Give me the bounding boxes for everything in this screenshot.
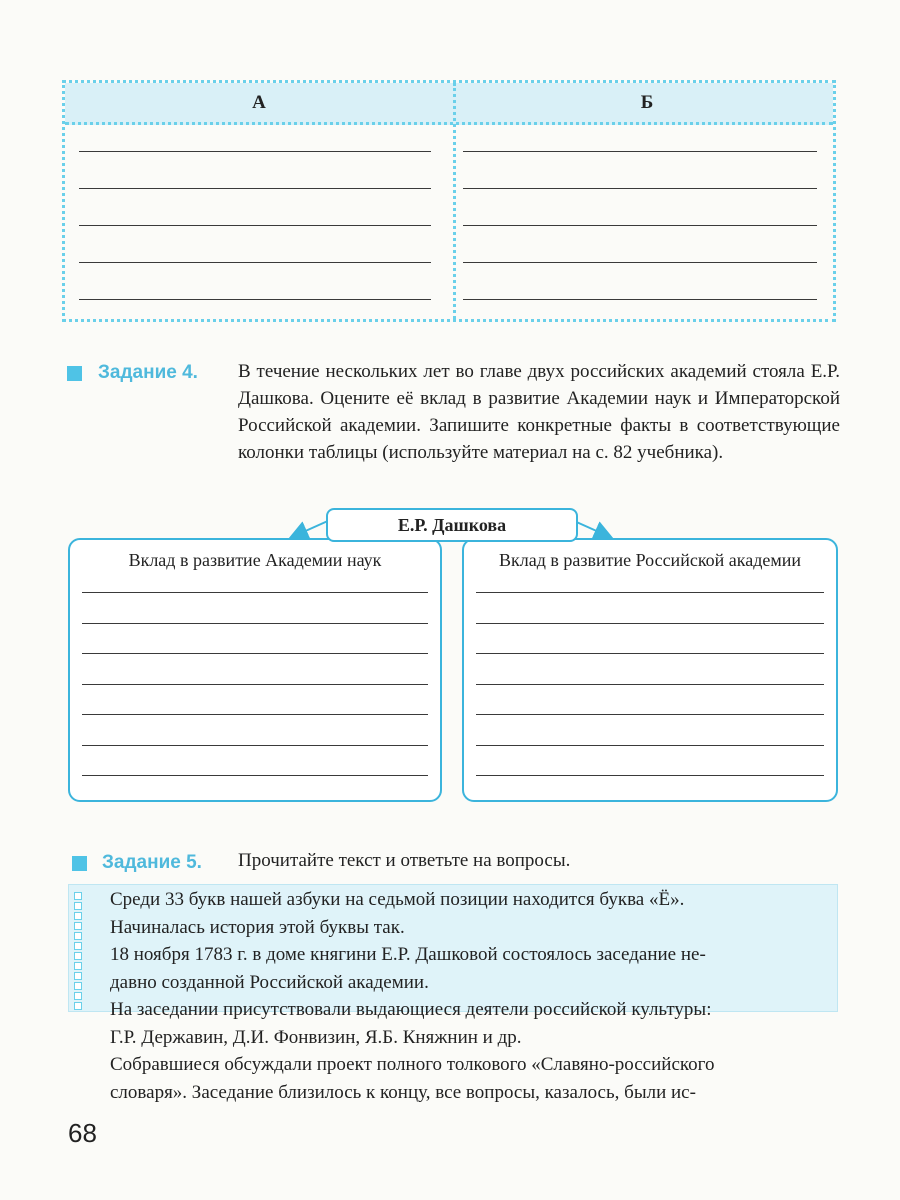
russian-academy-answer-lines[interactable] <box>476 592 824 806</box>
russian-academy-title: Вклад в развитие Российской академии <box>498 550 802 570</box>
task-4-text: В течение нескольких лет во главе двух российских академий стояла Е.Р. Дашкова. Оцените её вклад в развитие Академии наук и Императорской Российской академии. Запишите конкретные факты в соответствующие колонки таблицы (используйте материал на с. 82 учебника). <box>238 361 840 463</box>
passage-line: Начиналась история этой буквы так. <box>110 916 405 938</box>
task-5-label: Задание 5. <box>102 852 202 873</box>
russian-academy-box <box>462 538 838 802</box>
task-4-label: Задание 4. <box>98 362 198 383</box>
passage-dotted-border <box>74 892 84 1010</box>
passage-line: 18 ноября 1783 г. в доме княгини Е.Р. Дашковой состоялось заседание не- <box>110 944 706 965</box>
task-5-marker-icon <box>72 856 87 871</box>
passage-line: Г.Р. Державин, Д.И. Фонвизин, Я.Б. Княжнин и др. <box>110 1026 522 1048</box>
column-b-title: Б <box>640 92 654 113</box>
dashkova-center-box: Е.Р. Дашкова <box>326 508 578 542</box>
passage-line: давно созданной Российской академии. <box>110 971 429 993</box>
column-a-title: А <box>252 92 266 113</box>
task-5-instruction: Прочитайте текст и ответьте на вопросы. <box>238 850 571 871</box>
passage-line: Собравшиеся обсуждали проект полного толкового «Славяно-российского <box>110 1054 715 1075</box>
reading-passage <box>110 886 830 1106</box>
academy-of-sciences-answer-lines[interactable] <box>82 592 428 806</box>
academy-of-sciences-box <box>68 538 442 802</box>
passage-line: Среди 33 букв нашей азбуки на седьмой позиции находится буква «Ё». <box>110 889 685 910</box>
page-number: 68 <box>68 1118 97 1148</box>
passage-line: словаря». Заседание близилось к концу, все вопросы, казалось, были ис- <box>110 1081 696 1103</box>
passage-line: На заседании присутствовали выдающиеся деятели российской культуры: <box>110 999 712 1020</box>
academy-of-sciences-title: Вклад в развитие Академии наук <box>128 550 382 570</box>
